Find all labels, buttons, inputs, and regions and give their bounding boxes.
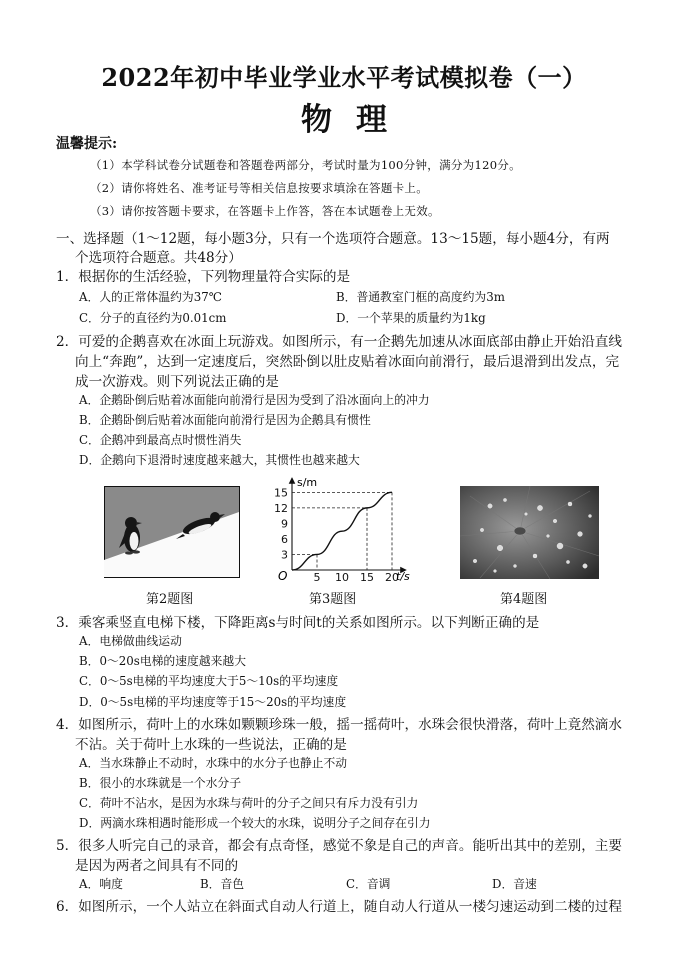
q5-option-a: A．响度 [79,877,123,891]
y-tick-label: 12 [274,501,288,515]
q3-option-d: D．0～5s电梯的平均速度等于15～20s的平均速度 [79,695,347,709]
y-axis-label: s/m [297,476,318,489]
subject-title: 物理 [301,102,411,138]
q2-stem-3: 成一次游戏。则下列说法正确的是 [75,374,279,390]
q1-option-a: A．人的正常体温约为37℃ [79,290,222,304]
notice-item-2: （2）请你将姓名、准考证号等相关信息按要求填涂在答题卡上。 [90,181,429,195]
q4-option-c: C．荷叶不沾水，是因为水珠与荷叶的分子之间只有斥力没有引力 [79,796,419,810]
q3-option-b: B．0～20s电梯的速度越来越大 [79,654,247,668]
q4-stem-1: 4．如图所示，荷叶上的水珠如颗颗珍珠一般，摇一摇荷叶，水珠会很快滑落，荷叶上竟然滴水 [56,717,622,733]
exam-title: 2022年初中毕业学业水平考试模拟卷（一） [101,63,587,92]
figure-2-caption: 第2题图 [146,592,194,607]
y-tick-label: 9 [281,517,288,531]
q5-option-c: C．音调 [346,877,391,891]
origin-label: O [278,569,288,582]
q2-stem-1: 2．可爱的企鹅喜欢在冰面上玩游戏。如图所示，有一企鹅先加速从冰面底部由静止开始沿直线 [56,334,622,350]
q6-stem-1: 6．如图所示，一个人站立在斜面式自动人行道上，随自动人行道从一楼匀速运动到二楼的过程 [56,899,622,915]
q3-stem: 3．乘客乘竖直电梯下楼，下降距离s与时间t的关系如图所示。以下判断正确的是 [56,615,540,631]
notice-heading: 温馨提示: [56,136,118,152]
q4-option-d: D．两滴水珠相遇时能形成一个较大的水珠，说明分子之间存在引力 [79,816,431,830]
section-heading-line-2: 个选项符合题意。共48分） [75,250,242,266]
notice-item-3: （3）请你按答题卡要求，在答题卡上作答，答在本试题卷上无效。 [90,204,440,218]
q4-option-a: A．当水珠静止不动时，水珠中的水分子也静止不动 [79,756,348,770]
q1-stem: 1．根据你的生活经验，下列物理量符合实际的是 [56,269,351,285]
q4-option-b: B．很小的水珠就是一个水分子 [79,776,242,790]
q3-option-a: A．电梯做曲线运动 [79,634,182,648]
q1-option-b: B．普通教室门框的高度约为3m [336,290,505,304]
distance-time-graph [266,470,416,582]
x-axis-label: t/s [396,570,410,582]
section-heading-line-1: 一、选择题（1～12题，每小题3分，只有一个选项符合题意。13～15题，每小题4分，有两 [56,231,610,247]
x-tick-label: 5 [313,571,321,582]
x-tick-label: 10 [335,571,349,582]
q5-option-b: B．音色 [200,877,245,891]
q2-option-b: B．企鹅卧倒后贴着冰面能向前滑行是因为企鹅具有惯性 [79,413,371,427]
y-tick-label: 15 [274,486,288,500]
y-tick-label: 6 [281,532,288,546]
q4-stem-2: 不沾。关于荷叶上水珠的一些说法，正确的是 [75,737,347,753]
s-t-curve [292,492,392,570]
q1-option-d: D．一个苹果的质量约为1kg [336,311,486,325]
q5-stem-1: 5．很多人听完自己的录音，都会有点奇怪，感觉不象是自己的声音。能听出其中的差别，主要 [56,838,622,854]
x-tick-label: 15 [360,571,374,582]
q2-option-c: C．企鹅冲到最高点时惯性消失 [79,433,242,447]
q2-option-a: A．企鹅卧倒后贴着冰面能向前滑行是因为受到了沿冰面向上的冲力 [79,393,430,407]
figure-3-caption: 第3题图 [309,592,357,607]
q3-option-c: C．0～5s电梯的平均速度大于5～10s的平均速度 [79,674,339,688]
q5-stem-2: 是因为两者之间具有不同的 [75,858,239,874]
q2-option-d: D．企鹅向下退滑时速度越来越大，其惯性也越来越大 [79,453,360,467]
lotus-leaf-photo [460,486,599,579]
notice-item-1: （1）本学科试卷分试题卷和答题卷两部分，考试时量为100分钟，满分为120分。 [90,158,521,172]
x-tick-label: 20 [385,571,399,582]
y-tick-label: 3 [281,548,288,562]
q5-option-d: D．音速 [492,877,537,891]
q2-stem-2: 向上“奔跑”，达到一定速度后，突然卧倒以肚皮贴着冰面向前滑行，最后退滑到出发点，完 [75,354,620,370]
figure-4-caption: 第4题图 [500,592,548,607]
q1-option-c: C．分子的直径约为0.01cm [79,311,227,325]
penguin-figure [104,486,240,578]
